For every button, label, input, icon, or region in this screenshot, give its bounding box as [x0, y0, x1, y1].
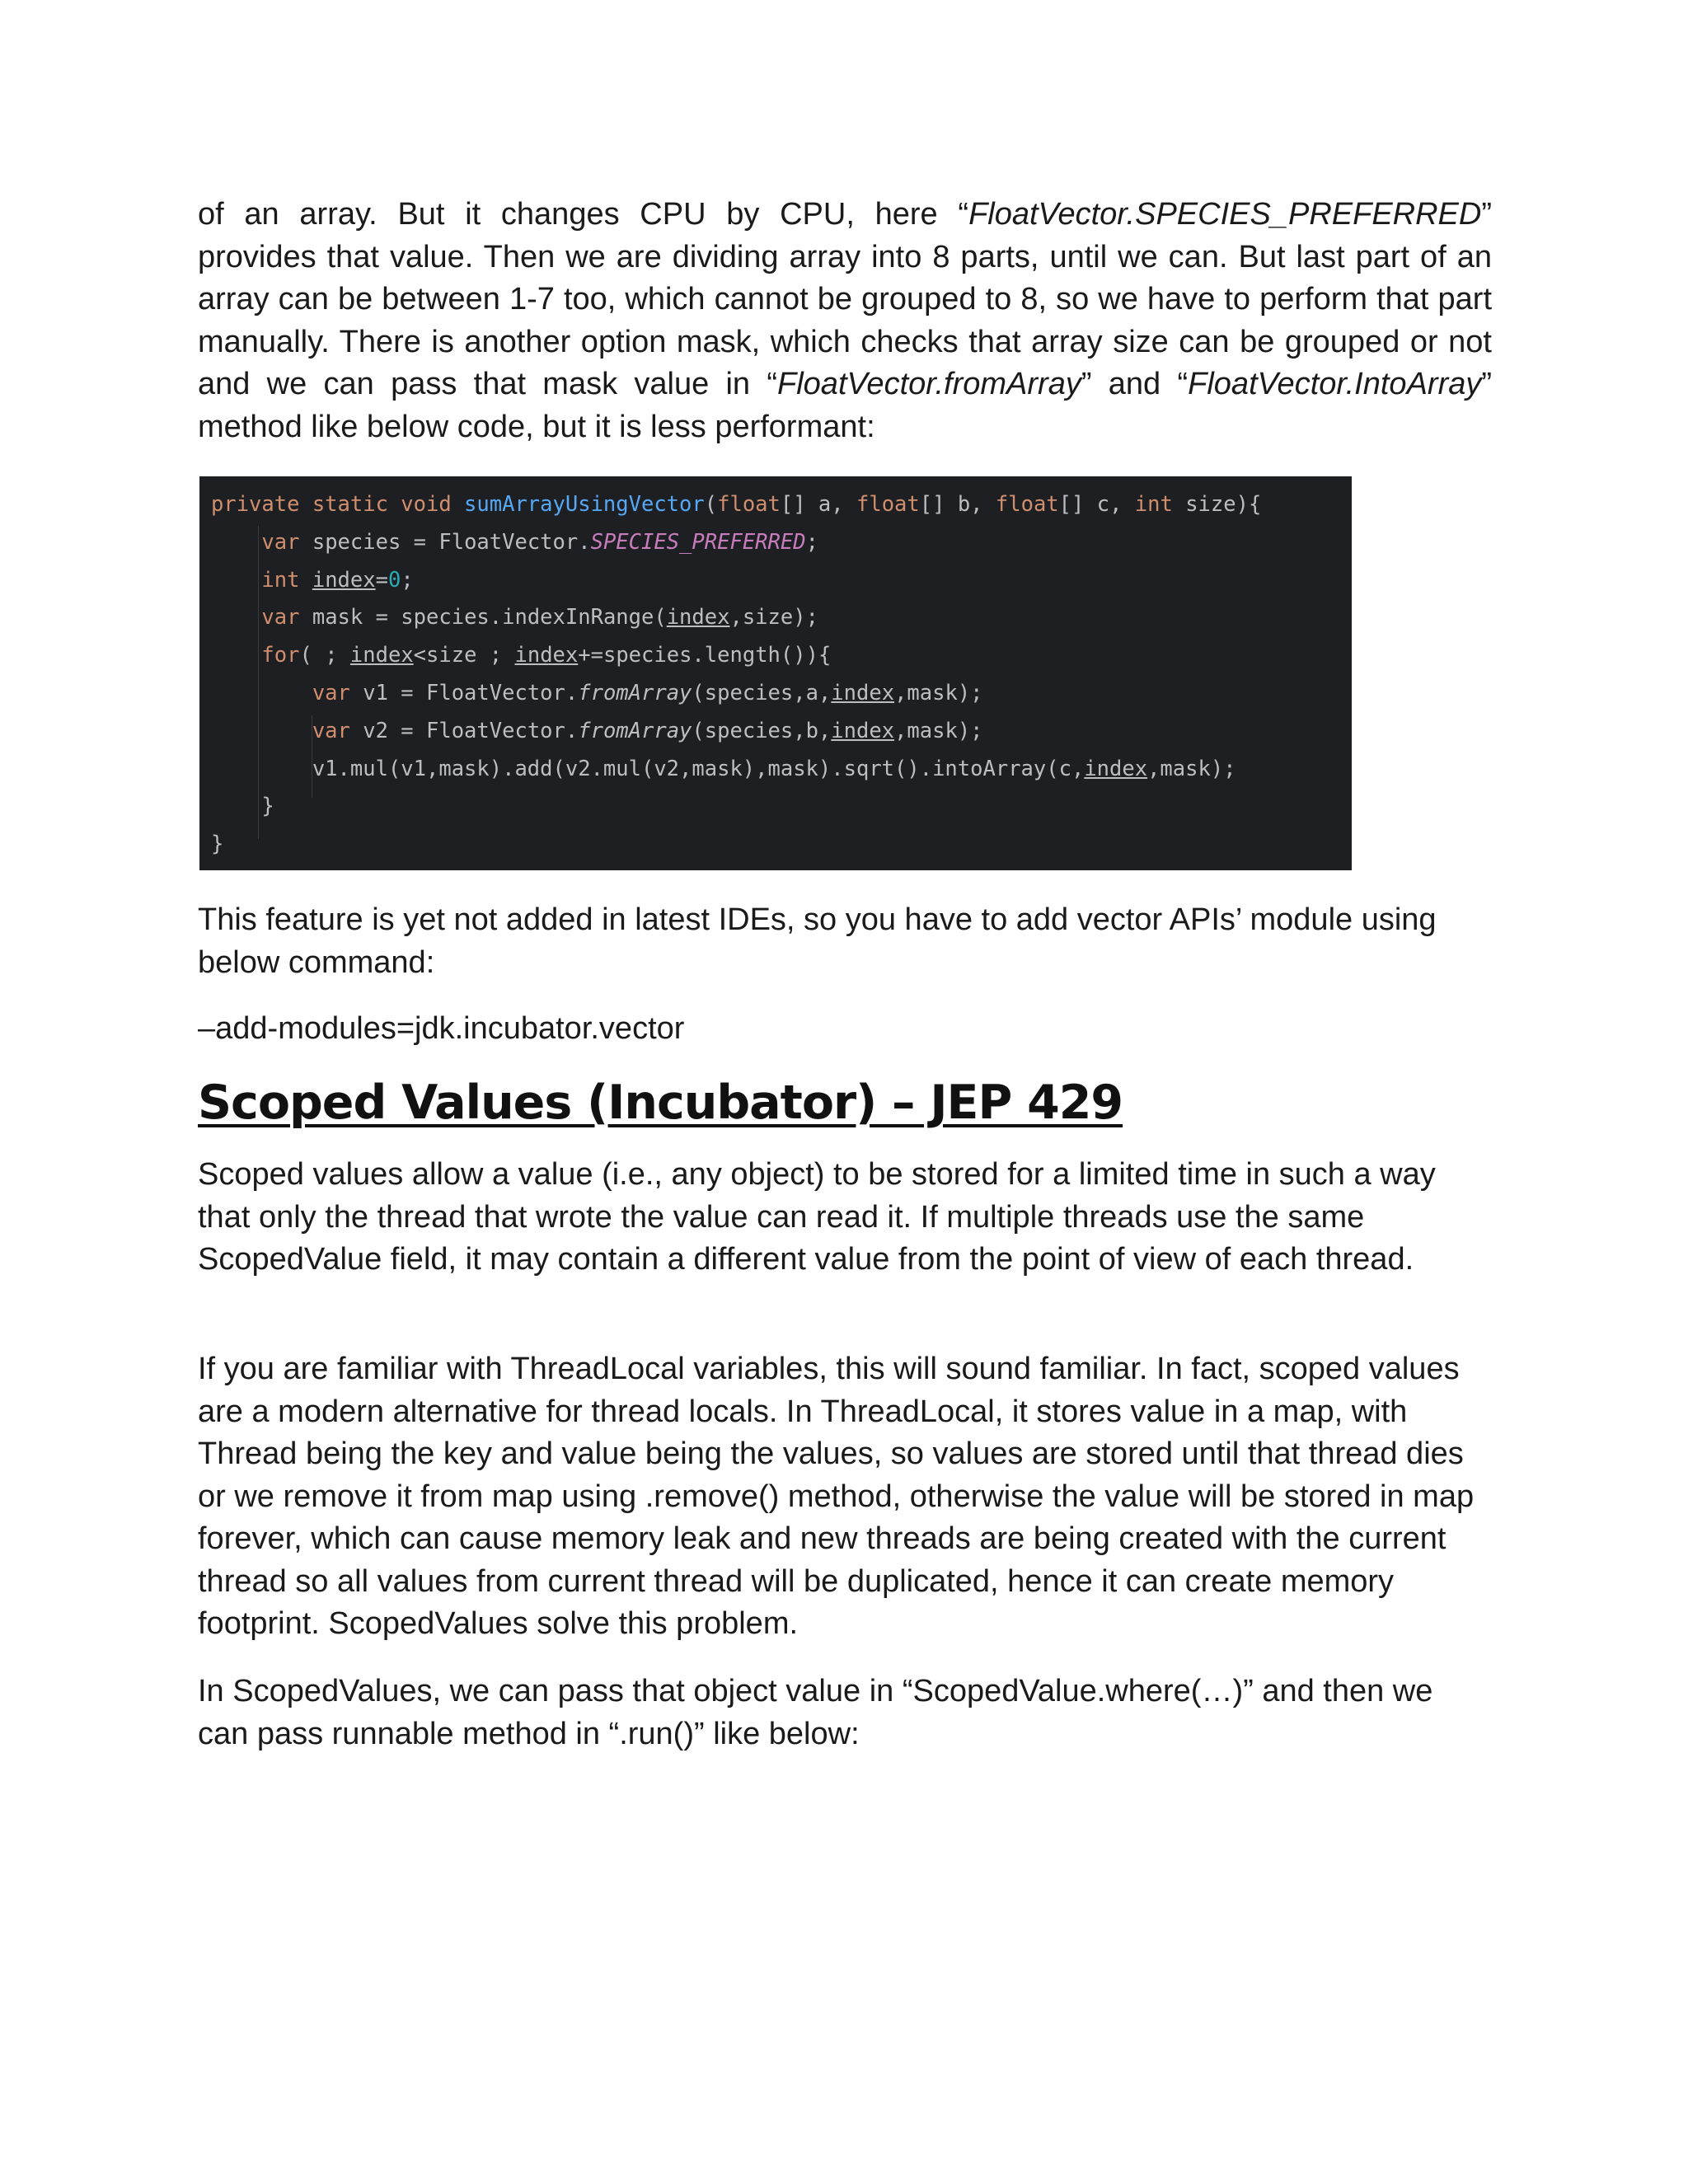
paragraph-vector-mask-text-b: ” provides that value. Then we are dividing array into 8 parts, until we can. But last part of an array can be between 1-7 too, which cannot be grouped to 8, so we have to perform that part manually. There is another option mask, which checks that array size can be grouped or not and we can pass that mask value in “: [198, 197, 1492, 401]
paragraph-vector-mask-text-d: ” method like below code, but it is less performant:: [198, 367, 1493, 444]
code-line-6: var v1 = FloatVector.fromArray(species,a,index,mask);: [312, 680, 983, 705]
code-text: [211, 486, 1261, 864]
code-line-7: var v2 = FloatVector.fromArray(species,b,index,mask);: [312, 718, 983, 743]
from-array-ref: FloatVector.fromArray: [777, 367, 1081, 401]
paragraph-vector-mask-text-c: ” and “: [1081, 367, 1189, 401]
paragraph-scoped-values-usage: In ScopedValues, we can pass that object value in “ScopedValue.where(…)” and then we can pass runnable method in “.run()” like below:: [198, 1674, 1433, 1751]
species-preferred-ref: FloatVector.SPECIES_PREFERRED: [968, 197, 1482, 232]
section-heading: Scoped Values (Incubator) – JEP 429: [198, 1076, 1123, 1130]
into-array-ref: FloatVector.IntoArray: [1188, 367, 1482, 401]
code-line-5: for( ; index<size ; index+=species.length()){: [261, 643, 832, 668]
paragraph-vector-mask-text-a: of an array. But it changes CPU by CPU, here “: [198, 197, 969, 232]
code-line-9: }: [211, 794, 274, 819]
code-line-1: private static void sumArrayUsingVector(float[] a, float[] b, float[] c, int size){: [211, 492, 1262, 517]
paragraph-scoped-values-intro: Scoped values allow a value (i.e., any object) to be stored for a limited time in such a way that only the thread that wrote the value can read it. If multiple threads use the same ScopedValue field, it may contain a different value from the point of view of each thread.: [198, 1157, 1436, 1277]
code-line-3: int index=0;: [261, 567, 414, 593]
code-line-8: v1.mul(v1,mask).add(v2.mul(v2,mask),mask).sqrt().intoArray(c,index,mask);: [211, 756, 1236, 781]
paragraph-threadlocal-comparison: If you are familiar with ThreadLocal variables, this will sound familiar. In fact, scoped values are a modern alternative for thread locals. In ThreadLocal, it stores value in a map, with Thread being the key and value being the values, so values are stored until that thread dies or we remove it from map using .remove() method, otherwise the value will be stored in map forever, which can cause memory leak and new threads are being created with the current thread so all values from current thread will be duplicated, hence it can create memory footprint. ScopedValues solve this problem.: [198, 1352, 1475, 1641]
command-line: –add-modules=jdk.incubator.vector: [198, 1011, 685, 1046]
code-line-4: var mask = species.indexInRange(index,size);: [261, 605, 818, 630]
paragraph-vector-mask: [198, 194, 1492, 448]
code-screenshot: [199, 476, 1352, 870]
code-line-10: }: [211, 832, 224, 857]
paragraph-ide-support: This feature is yet not added in latest IDEs, so you have to add vector APIs’ module using below command:: [198, 902, 1437, 980]
code-line-2: var species = FloatVector.SPECIES_PREFERRED;: [261, 529, 818, 555]
